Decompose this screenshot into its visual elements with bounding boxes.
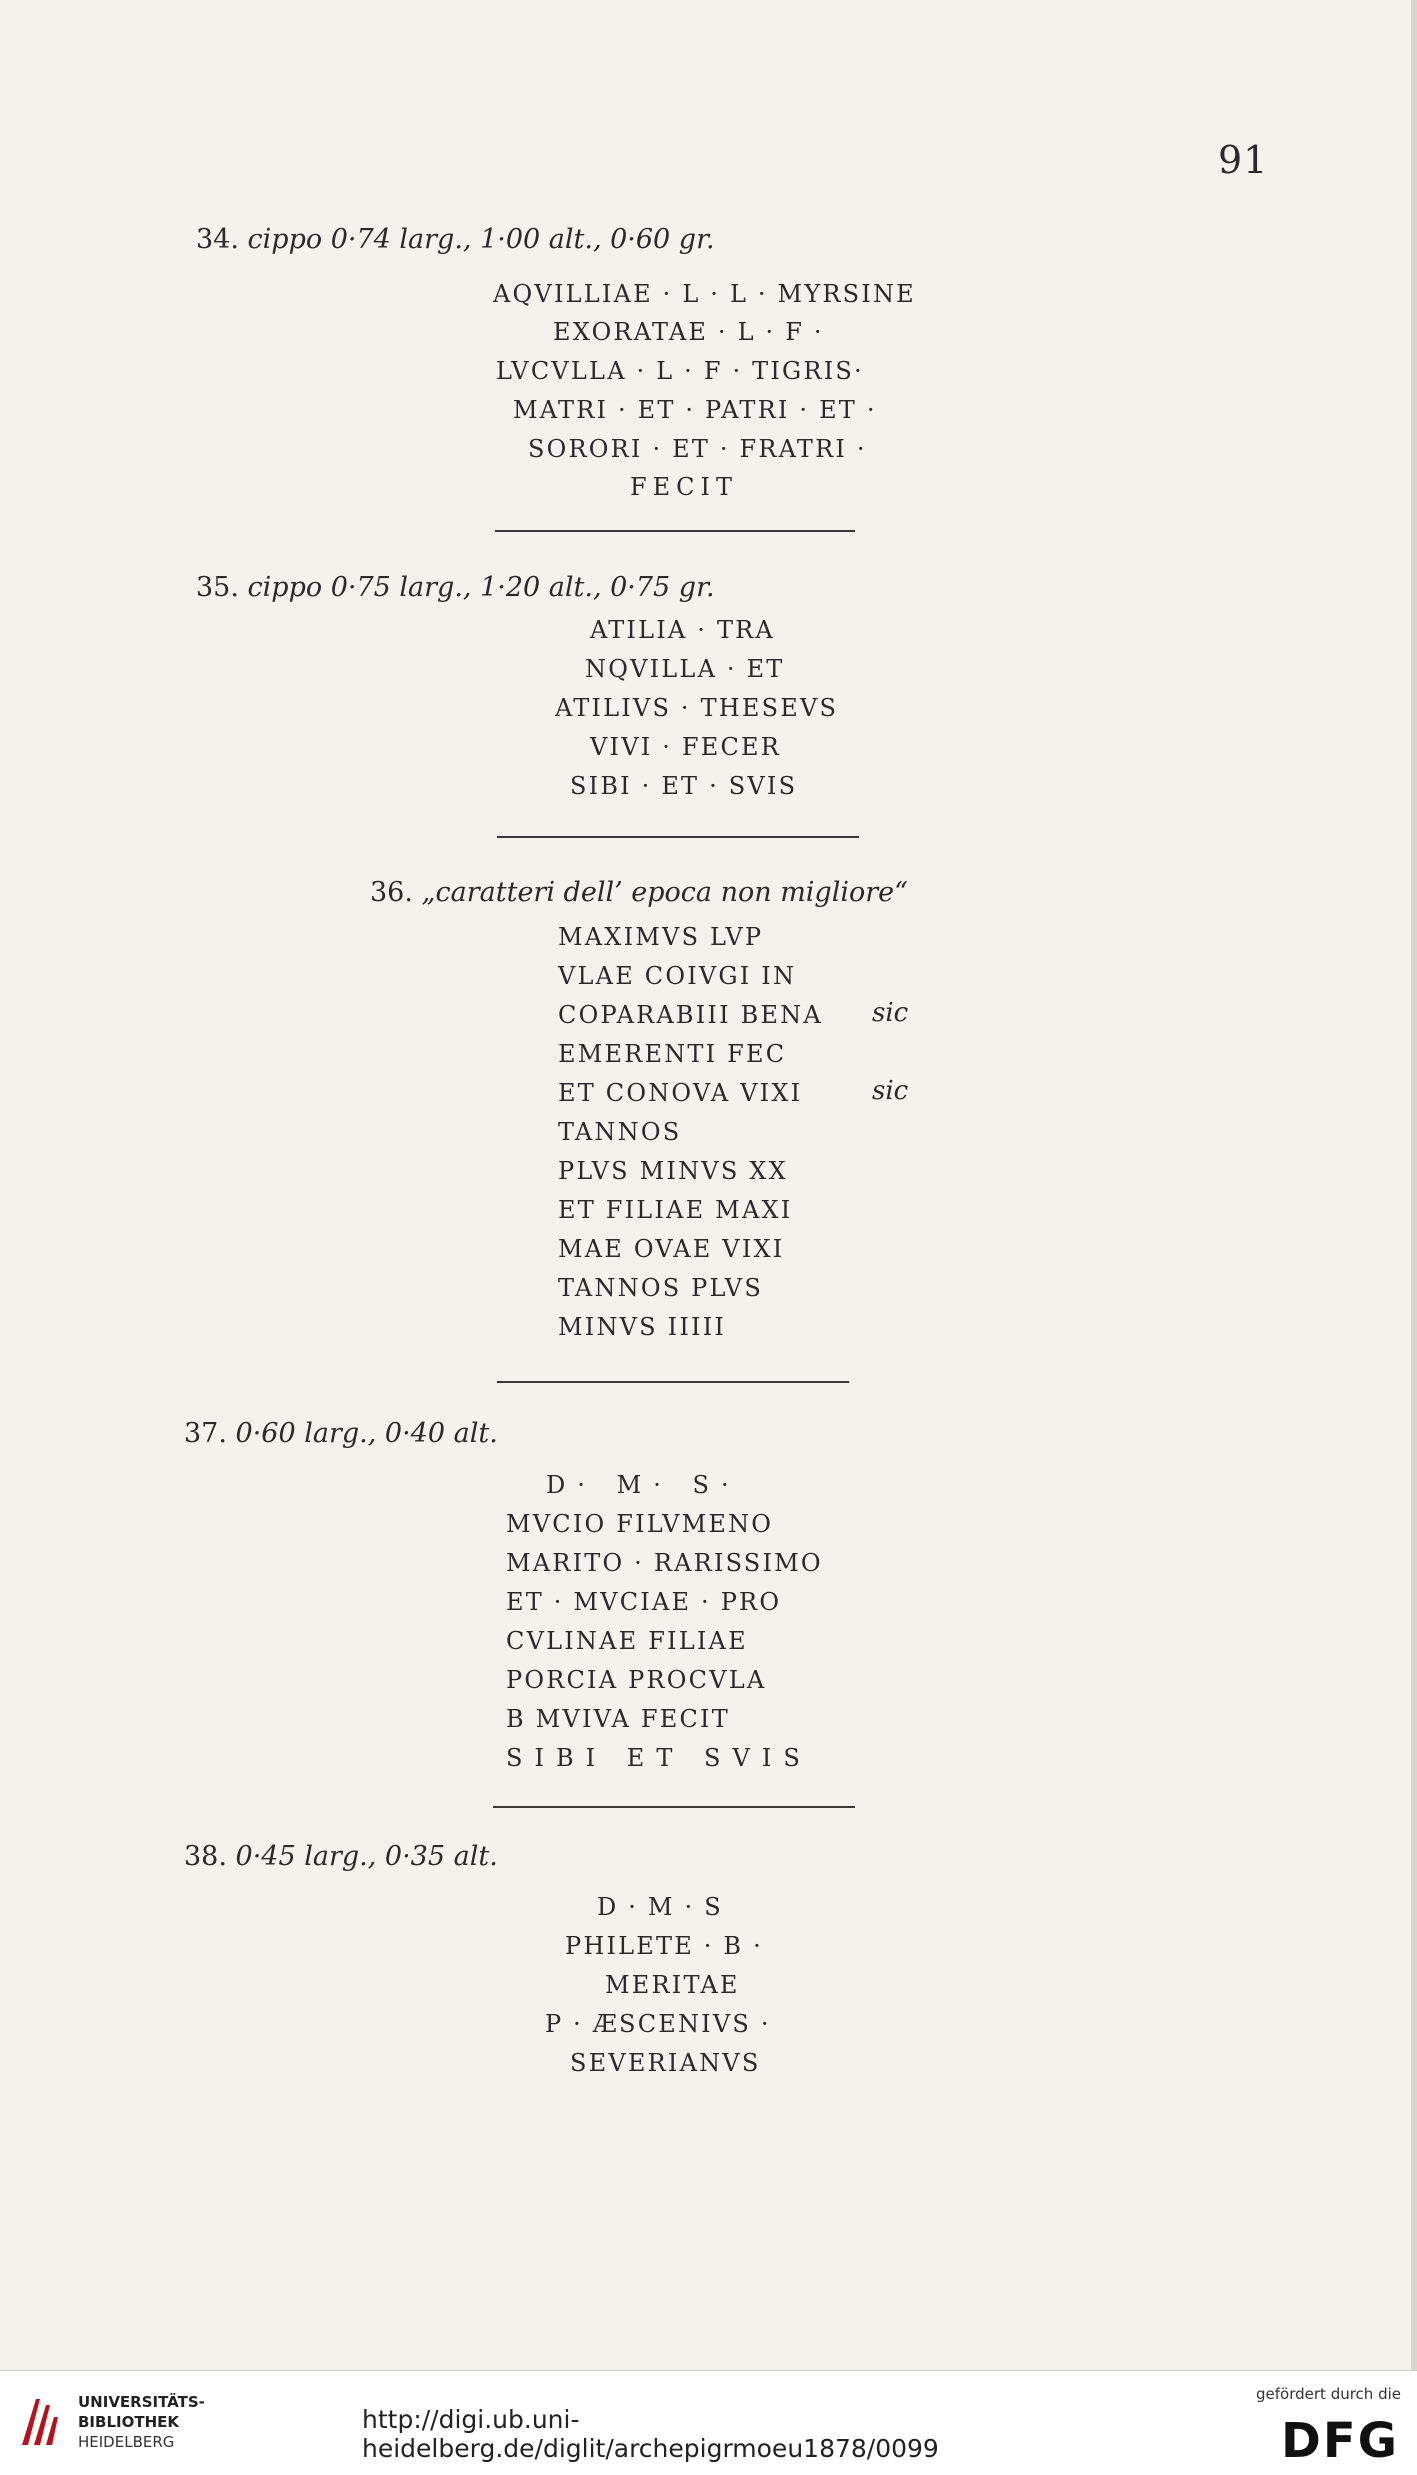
inscription-line: MVCIO FILVMENO <box>506 1510 774 1538</box>
entry-heading <box>196 572 715 603</box>
inscription-line: D · M · S · <box>546 1471 731 1499</box>
entry-heading <box>184 1841 498 1872</box>
inscription-line: ATILIVS · THESEVS <box>555 694 839 722</box>
entry-description: „caratteri dell’ epoca non migliore“ <box>421 877 908 908</box>
sic-note: sic <box>872 998 909 1028</box>
page-number: 91 <box>1218 138 1269 182</box>
library-name-line1: UNIVERSITÄTS- <box>78 2393 205 2411</box>
inscription-line: EXORATAE · L · F · <box>553 318 824 346</box>
inscription-line: ET FILIAE MAXI <box>558 1196 793 1224</box>
separator-rule <box>493 1806 855 1808</box>
entry-dimensions: 0·45 larg., 0·35 alt. <box>235 1841 498 1872</box>
inscription-line: LVCVLLA · L · F · TIGRIS· <box>496 357 864 385</box>
inscription-line: ET CONOVA VIXI <box>558 1079 803 1107</box>
entry-heading <box>184 1418 498 1449</box>
inscription-line: MARITO · RARISSIMO <box>506 1549 823 1577</box>
inscription-line: AQVILLIAE · L · L · MYRSINE <box>493 280 916 308</box>
dfg-logo: DFG <box>1280 2413 1399 2469</box>
inscription-line: VIVI · FECER <box>590 733 782 761</box>
inscription-line: PHILETE · B · <box>565 1932 763 1960</box>
entry-heading <box>196 224 715 255</box>
inscription-line: MAE OVAE VIXI <box>558 1235 785 1263</box>
viewer-footer <box>0 2370 1417 2475</box>
entry-number: 36. <box>370 877 413 908</box>
library-name-line2: BIBLIOTHEK <box>78 2413 179 2431</box>
inscription-line: ATILIA · TRA <box>590 616 775 644</box>
funding-text: gefördert durch die <box>1256 2385 1401 2403</box>
inscription-line: VLAE COIVGI IN <box>558 962 797 990</box>
inscription-line: SORORI · ET · FRATRI · <box>528 435 867 463</box>
inscription-line: COPARABIII BENA <box>558 1001 823 1029</box>
sic-note: sic <box>872 1076 909 1106</box>
inscription-line: D · M · S <box>597 1893 723 1921</box>
inscription-line: SEVERIANVS <box>570 2049 761 2077</box>
inscription-line: MINVS IIIII <box>558 1313 727 1341</box>
entry-dimensions: cippo 0·74 larg., 1·00 alt., 0·60 gr. <box>247 224 715 255</box>
separator-rule <box>497 1381 849 1383</box>
entry-number: 35. <box>196 572 239 603</box>
inscription-line: SIBI · ET · SVIS <box>570 772 798 800</box>
separator-rule <box>497 836 859 838</box>
inscription-line: FECIT <box>630 473 739 501</box>
entry-number: 37. <box>184 1418 227 1449</box>
inscription-line: TANNOS PLVS <box>558 1274 763 1302</box>
page-edge-shadow <box>1411 0 1417 2370</box>
university-library-logo-icon <box>16 2391 60 2451</box>
inscription-line: MAXIMVS LVP <box>558 923 764 951</box>
inscription-line: P · ÆSCENIVS · <box>545 2010 771 2038</box>
inscription-line: PLVS MINVS XX <box>558 1157 788 1185</box>
inscription-line: MATRI · ET · PATRI · ET · <box>513 396 877 424</box>
entry-number: 34. <box>196 224 239 255</box>
inscription-line: NQVILLA · ET <box>585 655 785 683</box>
inscription-line: CVLINAE FILIAE <box>506 1627 748 1655</box>
inscription-line: ET · MVCIAE · PRO <box>506 1588 782 1616</box>
entry-heading <box>370 877 908 908</box>
entry-dimensions: 0·60 larg., 0·40 alt. <box>235 1418 498 1449</box>
inscription-line: B MVIVA FECIT <box>506 1705 730 1733</box>
library-name-line3: HEIDELBERG <box>78 2433 175 2451</box>
entry-number: 38. <box>184 1841 227 1872</box>
entry-dimensions: cippo 0·75 larg., 1·20 alt., 0·75 gr. <box>247 572 715 603</box>
inscription-line: TANNOS <box>558 1118 682 1146</box>
inscription-line: EMERENTI FEC <box>558 1040 787 1068</box>
separator-rule <box>495 530 855 532</box>
inscription-line: MERITAE <box>605 1971 740 1999</box>
inscription-line: PORCIA PROCVLA <box>506 1666 767 1694</box>
permalink-url[interactable]: http://digi.ub.uni-heidelberg.de/diglit/archepigrmoeu1878/0099 <box>362 2405 939 2463</box>
inscription-line: S I B I E T S V I S <box>506 1744 803 1772</box>
